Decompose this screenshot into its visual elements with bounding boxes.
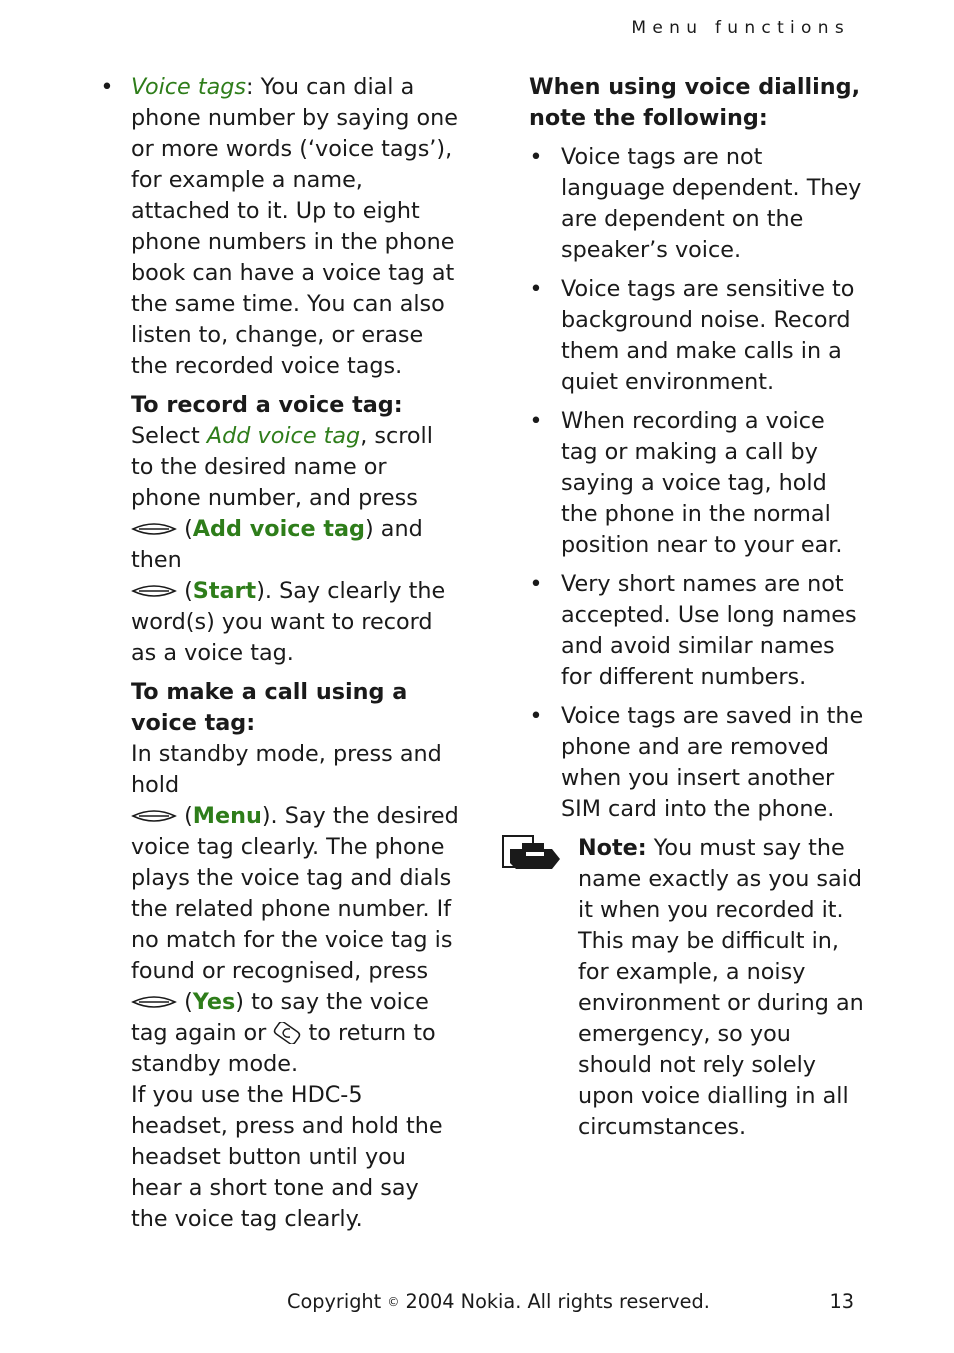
voice-tags-intro [100,72,461,382]
voice-tags-term: Voice tags [131,74,247,100]
open-paren: ( [177,989,193,1015]
note-text: You must say the name exactly as you said it when you recorded it. This may be difficult in, for example, a noisy environment or during an emergency, so you should not rely solely upon voice dialling in all circumstances. [578,835,864,1140]
softkey-menu: Menu [192,803,262,829]
call-text-4: to return to standby mode. [131,1020,436,1077]
list-item [529,701,864,825]
copyright-rest: 2004 Nokia. All rights reserved. [399,1290,710,1313]
bullet-marker: • [529,408,543,434]
and-then-text: ) and then [131,516,423,573]
selection-key-icon [131,583,177,599]
softkey-start: Start [192,578,257,604]
intro-text: : You can dial a phone number by saying one or more words (‘voice tags’), for example a name, attached to it. Up to eight phone numbers in the phone book can have a voice tag at the same time. You can also listen to, change, or erase the recorded voice tags. [131,74,458,379]
copyright-footer [287,1290,710,1313]
record-select-text: Select [131,423,207,449]
page-number: 13 [829,1290,854,1313]
record-end-text: ). Say clearly the word(s) you want to record as a voice tag. [131,578,446,666]
record-heading: To record a voice tag: [131,392,403,418]
list-item [529,274,864,398]
record-menu-item: Add voice tag [206,423,361,449]
list-item [529,406,864,561]
note-label: Note: [578,835,647,861]
left-column [100,72,461,1243]
note-hand-icon [502,833,560,871]
running-header: Menu functions [631,18,850,38]
call-heading: To make a call using a voice tag: [131,679,408,736]
end-key-icon [273,1022,301,1044]
open-paren: ( [177,516,193,542]
bullet-marker: • [529,571,543,597]
list-item [529,142,864,266]
record-instructions [131,390,461,669]
call-instructions [131,677,461,1235]
softkey-yes: Yes [192,989,236,1015]
call-text-3: ) to say the voice tag again or [131,989,429,1046]
voice-dialling-heading: When using voice dialling, note the following: [529,74,861,131]
copyright-symbol: © [387,1295,400,1309]
softkey-add-voice-tag: Add voice tag [192,516,365,542]
list-item-text: When recording a voice tag or making a call by saying a voice tag, hold the phone in the normal position near to your ear. [561,408,843,558]
right-column [529,72,864,1143]
headset-text: If you use the HDC-5 headset, press and hold the headset button until you hear a short tone and say the voice tag clearly. [131,1082,443,1232]
list-item-text: Voice tags are saved in the phone and are removed when you insert another SIM card into the phone. [561,703,864,822]
selection-key-icon [131,808,177,824]
open-paren: ( [177,803,193,829]
open-paren: ( [177,578,193,604]
selection-key-icon [131,521,177,537]
selection-key-icon [131,994,177,1010]
list-item-text: Voice tags are not language dependent. They are dependent on the speaker’s voice. [561,144,862,263]
bullet-marker: • [529,276,543,302]
note-block [529,833,864,1143]
record-rest-text: , scroll to the desired name or phone number, and press [131,423,433,511]
bullet-marker: • [529,144,543,170]
list-item-text: Voice tags are sensitive to background noise. Record them and make calls in a quiet environment. [561,276,855,395]
bullet-marker: • [100,74,114,100]
call-text-1: In standby mode, press and hold [131,741,442,798]
copyright-word: Copyright [287,1290,388,1313]
call-text-2: ). Say the desired voice tag clearly. The phone plays the voice tag and dials the related phone number. If no match for the voice tag is found or recognised, press [131,803,459,984]
list-item-text: Very short names are not accepted. Use long names and avoid similar names for different numbers. [561,571,857,690]
bullet-marker: • [529,703,543,729]
list-item [529,569,864,693]
